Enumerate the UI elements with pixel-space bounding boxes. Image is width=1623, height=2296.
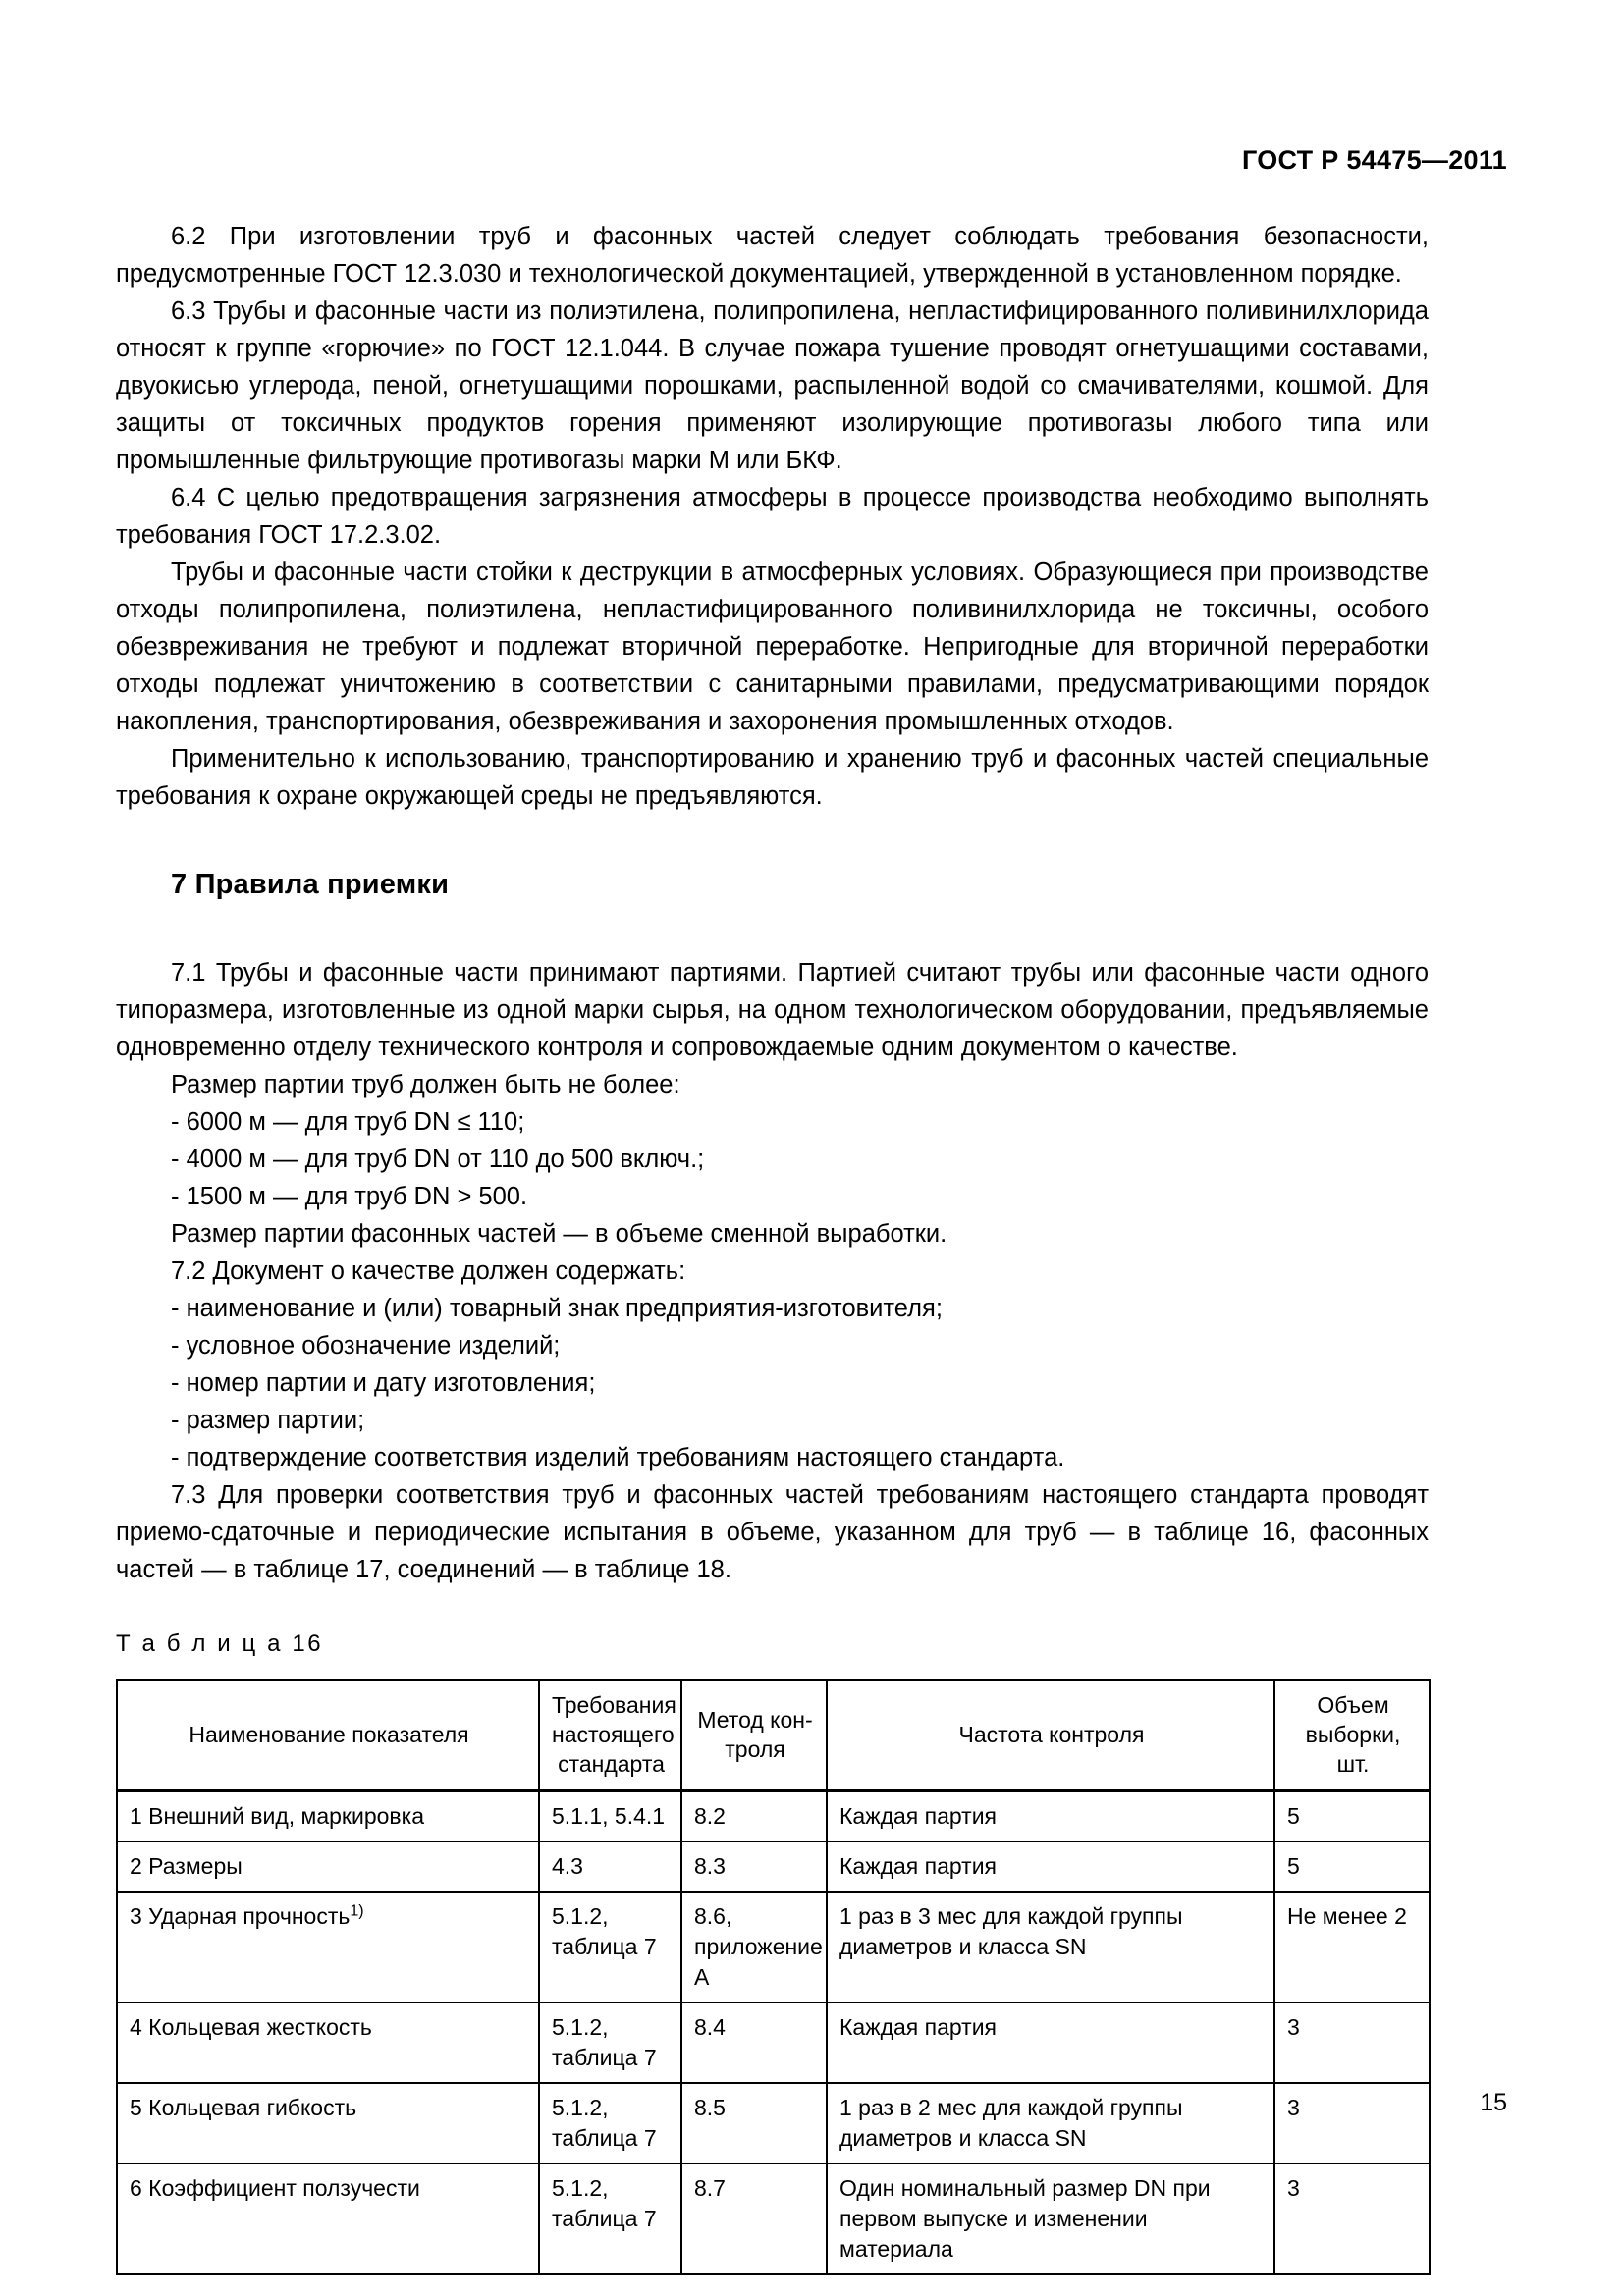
- document-header-standard-number: ГОСТ Р 54475—2011: [1241, 145, 1507, 175]
- cell-requirement: 5.1.2, таблица 7: [539, 2002, 681, 2083]
- paragraph-6-3: 6.3 Трубы и фасонные части из полиэтилена, полипропилена, непластифицированного поливинилхлорида относят к группе «горючие» по ГОСТ 12.1.044. В случае пожара тушение проводят огнетушащими составами, двуокисью углерода, пеной, огнетушащими порошками, распыленной водой со смачивателями, кошмой. Для защиты от токсичных продуктов горения применяют изолирующие противогазы любого типа или промышленные фильтрующие противогазы марки М или БКФ.: [116, 297, 1429, 474]
- column-header-name: Наименование показателя: [117, 1680, 539, 1790]
- footnote-marker: 1): [350, 1902, 364, 1920]
- table-row: [117, 2083, 1430, 2163]
- table-row: [117, 1790, 1430, 1842]
- cell-method: 8.3: [681, 1842, 827, 1892]
- cell-frequency: Один номинальный размер DN при первом выпуске и изменении материала: [827, 2163, 1274, 2274]
- cell-frequency: Каждая партия: [827, 2002, 1274, 2083]
- paragraph-7-3: 7.3 Для проверки соответствия труб и фасонных частей требованиям настоящего стандарта проводят приемо-сдаточные и периодические испытания в объеме, указанном для труб — в таблице 16, фасонных частей — в таблице 17, соединений — в таблице 18.: [116, 1481, 1429, 1583]
- cell-method: 8.7: [681, 2163, 827, 2274]
- paragraph-6-4: 6.4 С целью предотвращения загрязнения атмосферы в процессе производства необходимо выполнять требования ГОСТ 17.2.3.02.: [116, 484, 1429, 549]
- section-heading-7: 7 Правила приемки: [171, 869, 450, 900]
- table-row: [117, 2002, 1430, 2083]
- table-header-row: [117, 1680, 1430, 1790]
- paragraph-environment-requirements: Применительно к использованию, транспортированию и хранению труб и фасонных частей специальные требования к охране окружающей среды не предъявляются.: [116, 745, 1429, 810]
- cell-method: 8.6, приложение А: [681, 1892, 827, 2002]
- list-item-batch-2: - 1500 м — для труб DN > 500.: [171, 1183, 528, 1210]
- cell-name: 2 Размеры: [117, 1842, 539, 1892]
- table-row: [117, 1842, 1430, 1892]
- list-item-doc-0: - наименование и (или) товарный знак предприятия-изготовителя;: [171, 1295, 943, 1322]
- cell-frequency: Каждая партия: [827, 1790, 1274, 1842]
- cell-volume: 3: [1274, 2083, 1430, 2163]
- cell-volume: 5: [1274, 1842, 1430, 1892]
- cell-method: 8.5: [681, 2083, 827, 2163]
- list-item-doc-4: - подтверждение соответствия изделий требованиям настоящего стандарта.: [171, 1444, 1065, 1471]
- cell-volume: 3: [1274, 2163, 1430, 2274]
- cell-method: 8.4: [681, 2002, 827, 2083]
- heading-bottom-spacer: [116, 903, 1429, 954]
- paragraph-waste-handling: Трубы и фасонные части стойки к деструкции в атмосферных условиях. Образующиеся при производстве отходы полипропилена, полиэтилена, непластифицированного поливинилхлорида не токсичны, особого обезвреживания не требуют и подлежат вторичной переработке. Непригодные для вторичной переработки отходы подлежат уничтожению в соответствии с санитарными правилами, предусматривающими порядок накопления, транспортирования, обезвреживания и захоронения промышленных отходов.: [116, 559, 1429, 735]
- cell-name-text: 3 Ударная прочность: [130, 1903, 351, 1929]
- table-row: [117, 2163, 1430, 2274]
- table-16: [116, 1679, 1431, 2275]
- fittings-batch-note: Размер партии фасонных частей — в объеме сменной выработки.: [171, 1220, 947, 1248]
- list-item-batch-0: - 6000 м — для труб DN ≤ 110;: [171, 1108, 525, 1136]
- column-header-method: Метод кон-троля: [681, 1680, 827, 1790]
- cell-volume: 5: [1274, 1790, 1430, 1842]
- list-item-doc-1: - условное обозначение изделий;: [171, 1332, 561, 1360]
- column-header-frequency: Частота контроля: [827, 1680, 1274, 1790]
- cell-name: 5 Кольцевая гибкость: [117, 2083, 539, 2163]
- column-header-volume: Объем выборки, шт.: [1274, 1680, 1430, 1790]
- cell-requirement: 5.1.1, 5.4.1: [539, 1790, 681, 1842]
- page-number: 15: [1480, 2089, 1507, 2116]
- cell-volume: Не менее 2: [1274, 1892, 1430, 2002]
- cell-name: 6 Коэффициент ползучести: [117, 2163, 539, 2274]
- cell-requirement: 5.1.2, таблица 7: [539, 2083, 681, 2163]
- list-item-batch-1: - 4000 м — для труб DN от 110 до 500 включ.;: [171, 1146, 705, 1173]
- heading-top-spacer: [116, 815, 1429, 866]
- cell-name: 4 Кольцевая жесткость: [117, 2002, 539, 2083]
- cell-name: [117, 1892, 539, 2002]
- cell-requirement: 5.1.2, таблица 7: [539, 1892, 681, 2002]
- batch-size-intro: Размер партии труб должен быть не более:: [171, 1071, 680, 1098]
- table-16-head: [117, 1680, 1430, 1790]
- cell-name: 1 Внешний вид, маркировка: [117, 1790, 539, 1842]
- paragraph-7-2: 7.2 Документ о качестве должен содержать:: [171, 1257, 686, 1285]
- page-content: [116, 218, 1429, 2275]
- cell-volume: 3: [1274, 2002, 1430, 2083]
- table-16-body: [117, 1790, 1430, 2274]
- cell-frequency: 1 раз в 3 мес для каждой группы диаметров и класса SN: [827, 1892, 1274, 2002]
- paragraph-7-1: 7.1 Трубы и фасонные части принимают партиями. Партией считают трубы или фасонные части одного типоразмера, изготовленные из одной марки сырья, на одном технологическом оборудовании, предъявляемые одновременно отделу технического контроля и сопровождаемые одним документом о качестве.: [116, 959, 1429, 1061]
- list-item-doc-3: - размер партии;: [171, 1407, 365, 1434]
- cell-requirement: 4.3: [539, 1842, 681, 1892]
- table-16-caption: Т а б л и ц а 16: [116, 1630, 324, 1657]
- list-item-doc-2: - номер партии и дату изготовления;: [171, 1369, 596, 1397]
- cell-frequency: 1 раз в 2 мес для каждой группы диаметров и класса SN: [827, 2083, 1274, 2163]
- paragraph-6-2: 6.2 При изготовлении труб и фасонных частей следует соблюдать требования безопасности, предусмотренные ГОСТ 12.3.030 и технологической документацией, утвержденной в установленном порядке.: [116, 223, 1429, 288]
- cell-frequency: Каждая партия: [827, 1842, 1274, 1892]
- cell-requirement: 5.1.2, таблица 7: [539, 2163, 681, 2274]
- column-header-requirement: Требования настоящего стандарта: [539, 1680, 681, 1790]
- cell-method: 8.2: [681, 1790, 827, 1842]
- table-row: [117, 1892, 1430, 2002]
